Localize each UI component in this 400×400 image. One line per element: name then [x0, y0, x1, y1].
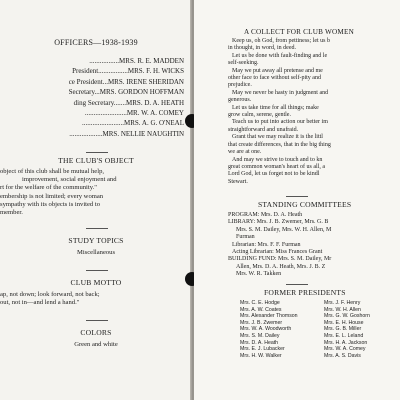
divider-rule — [86, 152, 108, 153]
former-president-name: Mrs. G. B. Miller — [324, 326, 362, 333]
officer-row: ding Secretary.......MRS. D. A. HEATH — [73, 98, 184, 107]
collect-line: Teach us to put into action our better im — [232, 119, 328, 126]
committee-line: Furman — [236, 234, 255, 241]
committee-line: PROGRAM: Mrs. D. A. Heath — [228, 212, 303, 218]
officer-row: ........................MR. W. A. COMEY — [84, 109, 184, 118]
former-president-name: Mrs. S. M. Dailey — [240, 332, 280, 339]
collect-line: Lord God, let us forget not to be kindl — [228, 171, 320, 178]
object-line: member. — [0, 209, 23, 217]
collect-line: Keep us, oh God, from pettiness; let us b — [232, 38, 330, 44]
collect-line: straightforward and unafraid. — [228, 126, 299, 133]
object-line: embership is not limited; every woman — [0, 192, 104, 200]
collect-line: prejudice. — [228, 82, 252, 89]
committees-text — [228, 212, 400, 279]
colors-value: Green and white — [74, 341, 118, 348]
study-topics-value: Miscellaneous — [76, 249, 116, 256]
committee-line: Mrs. S. M. Dailey, Mrs. W. H. Allen, M — [236, 226, 332, 233]
divider-rule — [286, 196, 308, 197]
collect-line: grow calm, serene, gentle. — [228, 112, 291, 119]
former-president-name: Mrs. A. W. Coates — [240, 306, 282, 313]
right-page — [194, 0, 400, 400]
officer-row: Secretary...MRS. GORDON HOFFMAN — [68, 88, 184, 97]
object-line: object of this club shall be mutual help, — [0, 168, 105, 175]
officers-list — [0, 56, 184, 139]
former-president-name: Mrs. E. J. Lubacker — [240, 346, 285, 353]
motto-line: out, not in—and lend a hand." — [0, 299, 80, 307]
club-motto-heading: CLUB MOTTO — [70, 278, 122, 287]
officers-heading: OFFICERS—1938-1939 — [54, 38, 138, 47]
object-line: improvement, social enjoyment and — [22, 176, 117, 184]
collect-line: other face to face without self-pity and — [228, 75, 321, 82]
collect-line: May we put away all pretense and me — [232, 67, 323, 74]
officer-row: ...................MRS. NELLIE NAUGHTIN — [69, 129, 184, 138]
former-president-name: Mrs. W. A. Comey — [324, 346, 366, 353]
club-object-text — [0, 168, 190, 217]
former-president-name: Mrs. D. A. Heath — [240, 339, 279, 346]
divider-rule — [286, 284, 308, 285]
officer-row: .................MRS. R. E. MADDEN — [89, 57, 184, 65]
collect-line: that create differences, that in the big thing — [228, 141, 331, 148]
collect-line: we are at one. — [228, 149, 262, 156]
former-president-name: Mrs. Alexander Thomson — [240, 313, 298, 320]
former-presidents-heading: FORMER PRESIDENTS — [264, 288, 346, 297]
divider-rule — [86, 228, 108, 229]
collect-line: Let us be done with fault-finding and le — [232, 52, 328, 59]
divider-rule — [86, 320, 108, 321]
collect-line: Grant that we may realize it is the littl — [232, 134, 323, 141]
committee-line: Librarian: Mrs. F. F. Furman — [232, 241, 301, 248]
former-presidents-col-left — [240, 300, 320, 359]
officer-row: ........................MRS. A. G. O'NEAL — [82, 119, 184, 128]
collect-line: great common woman's heart of us all, a — [228, 163, 326, 170]
collect-line: generous. — [228, 97, 252, 104]
standing-committees-heading: STANDING COMMITTEES — [258, 200, 352, 209]
committee-line: Acting Librarian: Miss Frances Grant — [232, 249, 323, 256]
former-president-name: Mrs. C. E. Hodge — [240, 300, 280, 306]
collect-line: Let us take time for all things; make — [232, 104, 319, 111]
club-motto-text — [0, 291, 190, 307]
former-president-name: Mrs. H. A. Jackson — [324, 339, 368, 346]
collect-line: self-seeking. — [228, 60, 259, 67]
committee-line: Mrs. W. R. Takken — [236, 271, 282, 278]
collect-line: in thought, in word, in deed. — [228, 45, 296, 52]
collect-line: And may we strive to touch and to kn — [232, 156, 323, 163]
committee-line: Allen, Mrs. D. A. Heath, Mrs. J. B. Z — [236, 263, 326, 270]
study-topics-heading: STUDY TOPICS — [68, 236, 124, 245]
former-president-name: Mrs. J. B. Zwemer — [240, 319, 283, 326]
object-line: rt for the welfare of the community." — [0, 184, 97, 192]
collect-line: Stewart. — [228, 178, 248, 185]
former-presidents-col-right — [324, 300, 400, 359]
divider-rule — [86, 270, 108, 271]
committee-line: LIBRARY: Mrs. J. B. Zwemer, Mrs. G. B — [228, 219, 329, 226]
former-president-name: Mrs. W. A. Woodworth — [240, 326, 292, 333]
former-president-name: Mrs. W. H. Allen — [324, 306, 361, 313]
former-president-name: Mrs. H. W. Walker — [240, 352, 282, 359]
collect-line: May we never be hasty in judgment and — [232, 89, 329, 96]
officer-row: President.................MRS. F. H. WICKS — [72, 67, 184, 76]
former-president-name: Mrs. E. L. Leland — [324, 332, 364, 339]
former-president-name: Mrs. J. F. Henry — [324, 300, 361, 306]
club-object-heading: THE CLUB'S OBJECT — [58, 156, 134, 165]
object-line: sympathy with its objects is invited to — [0, 200, 101, 208]
colors-heading: COLORS — [80, 328, 112, 337]
left-page — [0, 0, 192, 400]
committee-line: BUILDING FUND: Mrs. S. M. Dailey, Mr — [228, 256, 332, 263]
collect-heading: A COLLECT FOR CLUB WOMEN — [244, 28, 354, 36]
motto-line: ap, not down; look forward, not back; — [0, 291, 100, 298]
collect-text — [228, 38, 400, 186]
former-president-name: Mrs. A. S. Davis — [324, 352, 361, 359]
officer-row: ce President...MRS. IRENE SHERIDAN — [68, 77, 184, 86]
former-president-name: Mrs. G. W. Goshorn — [324, 313, 370, 320]
former-president-name: Mrs. E. H. House — [324, 319, 364, 326]
